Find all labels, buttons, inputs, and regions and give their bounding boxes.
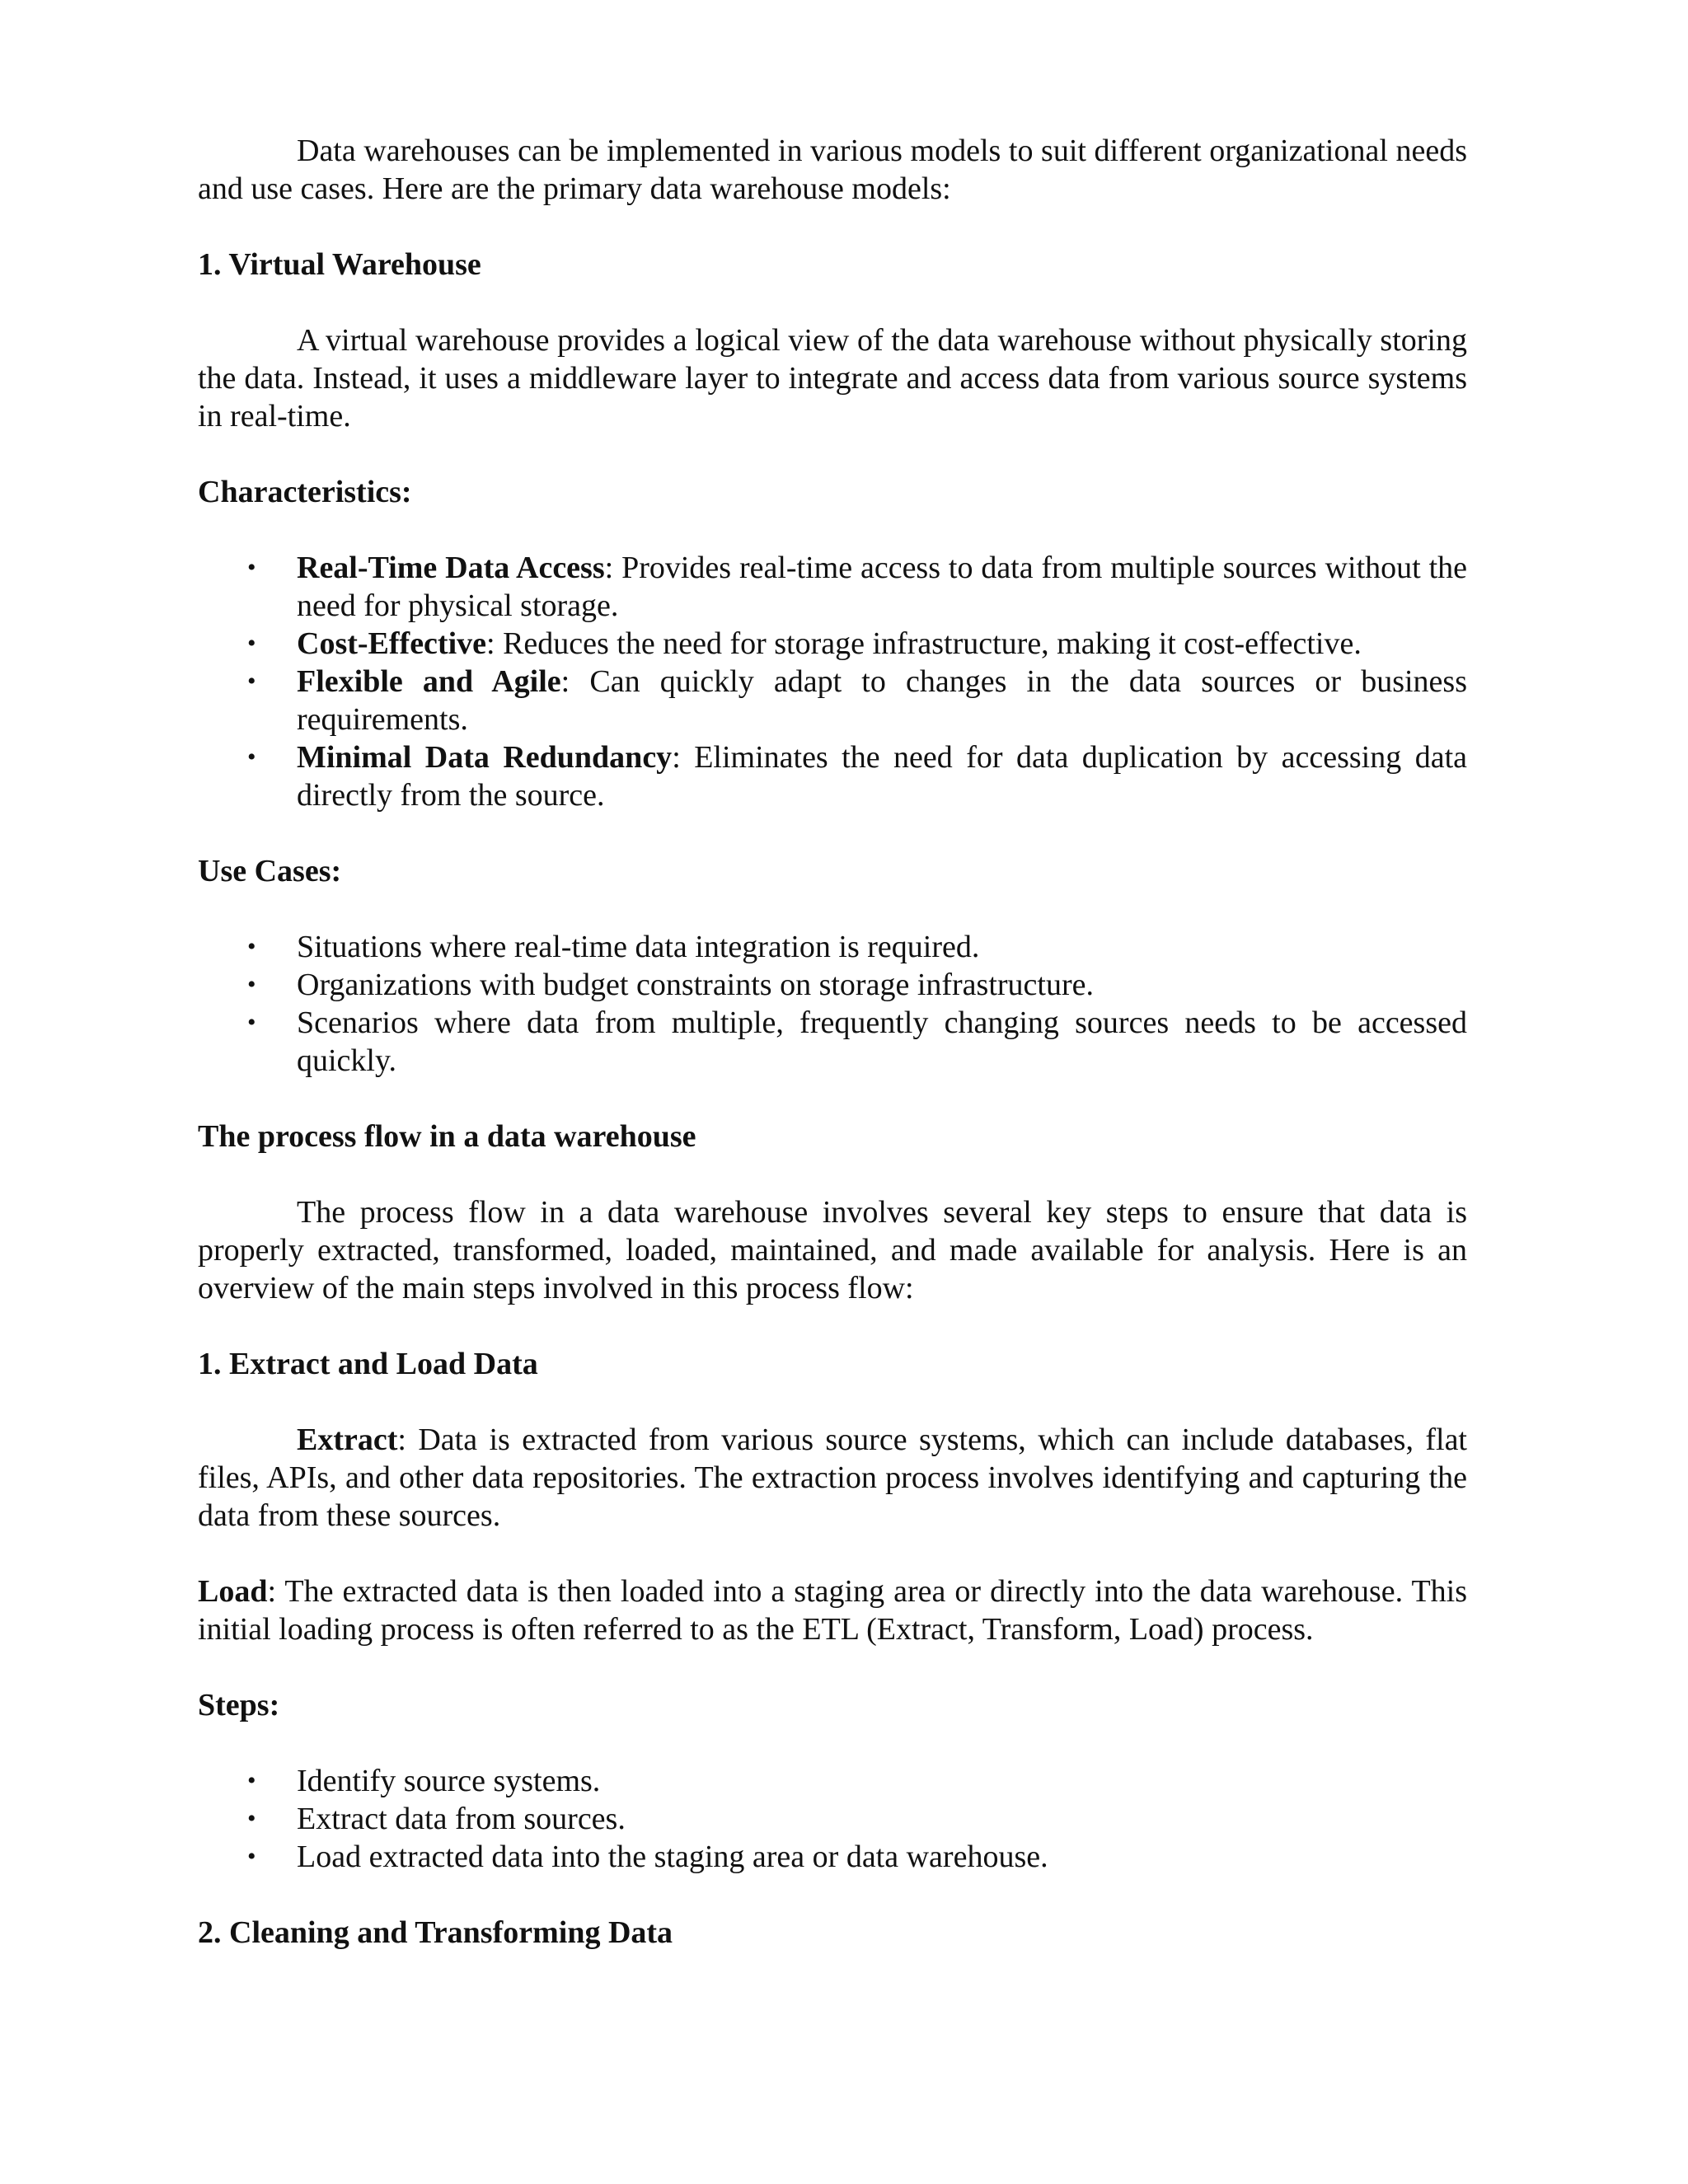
list-item [198,625,1467,663]
bullet-icon: • [247,1009,256,1036]
bullet-icon: • [247,1843,256,1870]
section-heading-process-flow: The process flow in a data warehouse [198,1119,696,1154]
characteristic-term: Minimal Data Redundancy [297,740,673,775]
use-case-text: Organizations with budget constraints on storage infrastructure. [297,968,1094,1002]
step-text: Load extracted data into the staging area or data warehouse. [297,1840,1048,1874]
list-item [198,1838,1467,1876]
bullet-icon: • [247,743,256,771]
bullet-icon: • [247,971,256,998]
characteristic-text: : Can quickly adapt to changes in the data sources or business requirements. [297,664,1467,737]
use-cases-heading: Use Cases: [198,854,342,888]
virtual-warehouse-description: A virtual warehouse provides a logical view of the data warehouse without physically storing the data. Instead, it uses a middleware layer to integrate and access data from various source systems in real-time. [198,323,1467,434]
step-text: Identify source systems. [297,1764,601,1798]
characteristic-text: : Eliminates the need for data duplication by accessing data directly from the source. [297,740,1467,813]
bullet-icon: • [247,630,256,657]
characteristic-term: Cost-Effective [297,626,487,661]
process-flow-intro: The process flow in a data warehouse involves several key steps to ensure that data is properly extracted, transformed, loaded, maintained, and made available for analysis. Here is an overview of the main steps involved in this process flow: [198,1195,1467,1305]
characteristic-text: : Reduces the need for storage infrastructure, making it cost-effective. [486,626,1362,661]
list-item [198,1762,1467,1800]
subsection-heading-extract-load: 1. Extract and Load Data [198,1347,538,1381]
use-case-text: Scenarios where data from multiple, frequently changing sources needs to be accessed quickly. [297,1005,1467,1078]
load-text: : The extracted data is then loaded into a staging area or directly into the data warehouse. This initial loading process is often referred to as the ETL (Extract, Transform, Load) process. [198,1574,1467,1647]
document-page [198,132,1467,1952]
subsection-heading-cleaning-transforming: 2. Cleaning and Transforming Data [198,1915,673,1950]
list-item [198,1004,1467,1080]
bullet-icon: • [247,1805,256,1832]
steps-list [198,1762,1467,1876]
bullet-icon: • [247,668,256,695]
characteristics-list [198,549,1467,814]
use-case-text: Situations where real-time data integration is required. [297,930,980,964]
characteristics-heading: Characteristics: [198,475,412,509]
steps-heading: Steps: [198,1688,280,1722]
extract-paragraph [198,1421,1467,1535]
bullet-icon: • [247,933,256,960]
characteristic-text: : Provides real-time access to data from multiple sources without the need for physical storage. [297,551,1468,623]
intro-paragraph: Data warehouses can be implemented in various models to suit different organizational needs and use cases. Here are the primary data warehouse models: [198,134,1467,206]
section-heading-virtual-warehouse: 1. Virtual Warehouse [198,247,481,282]
bullet-icon: • [247,554,256,581]
list-item [198,549,1467,625]
extract-term: Extract [297,1422,398,1457]
characteristic-term: Real-Time Data Access [297,551,605,585]
use-cases-list [198,928,1467,1080]
extract-text: : Data is extracted from various source systems, which can include databases, flat files, APIs, and other data repositories. The extraction process involves identifying and capturing the data from these sources. [198,1422,1467,1533]
characteristic-term: Flexible and Agile [297,664,561,699]
list-item [198,966,1467,1004]
list-item [198,928,1467,966]
list-item [198,738,1467,814]
load-paragraph [198,1572,1467,1648]
step-text: Extract data from sources. [297,1802,626,1836]
load-term: Load [198,1574,268,1609]
list-item [198,1800,1467,1838]
bullet-icon: • [247,1767,256,1794]
list-item [198,663,1467,738]
